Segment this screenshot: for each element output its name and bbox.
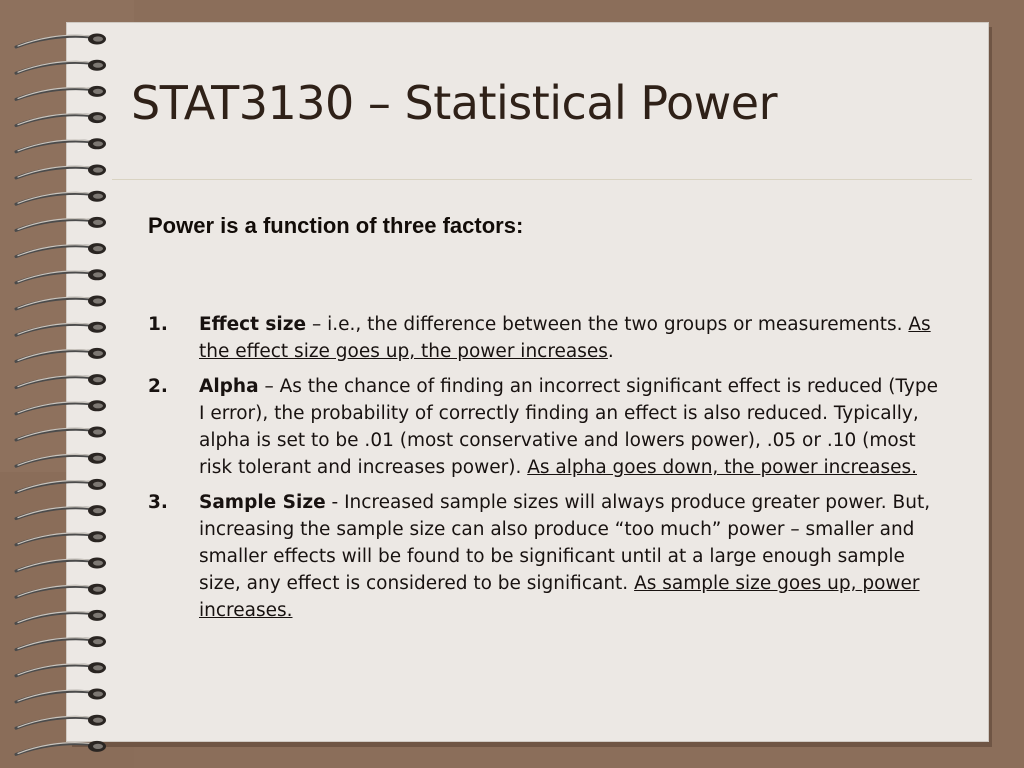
factor-term: Alpha — [199, 376, 259, 397]
binding-ring — [16, 427, 106, 441]
binding-ring — [16, 60, 106, 74]
binding-ring — [16, 400, 106, 414]
title-divider — [112, 179, 972, 180]
binding-ring — [16, 191, 106, 205]
factor-list — [148, 311, 948, 632]
binding-ring — [16, 741, 106, 755]
factor-term: Sample Size — [199, 492, 326, 513]
binding-ring — [16, 217, 106, 231]
slide-subtitle: Power is a function of three factors: — [148, 213, 524, 238]
binding-ring — [16, 322, 106, 336]
factor-text: – i.e., the difference between the two groups or measurements. — [306, 314, 909, 335]
factor-body — [199, 489, 948, 624]
factor-item-alpha — [148, 373, 948, 481]
spiral-binding — [0, 0, 130, 768]
factor-item-effect-size — [148, 311, 948, 365]
binding-ring — [16, 479, 106, 493]
binding-ring — [16, 243, 106, 257]
factor-item-sample-size — [148, 489, 948, 624]
factor-trailing: . — [607, 341, 614, 362]
binding-ring — [16, 348, 106, 362]
factor-body — [199, 311, 948, 365]
binding-ring — [16, 610, 106, 624]
factor-term: Effect size — [199, 314, 307, 335]
binding-ring — [16, 505, 106, 518]
binding-ring — [16, 531, 106, 545]
factor-takeaway: As the effect size goes up, the power increases — [199, 314, 931, 362]
binding-ring — [16, 662, 106, 676]
factor-number: 1. — [148, 314, 168, 335]
binding-ring — [16, 584, 106, 598]
binding-ring — [16, 558, 106, 572]
factor-number: 3. — [148, 492, 168, 513]
factor-body — [199, 373, 948, 481]
factor-text: – As the chance of finding an incorrect significant effect is reduced (Type I error), the probability of correctly finding an effect is also reduced. Typically, alpha is set to be .01 (most conservative and lowers power), .05 or .10 (most risk tolerant and increases power). — [199, 376, 938, 478]
factor-number: 2. — [148, 376, 168, 397]
binding-ring — [16, 165, 106, 179]
binding-ring — [16, 296, 106, 310]
binding-ring — [16, 269, 106, 283]
binding-ring — [16, 138, 106, 152]
binding-ring — [16, 715, 106, 729]
binding-ring — [16, 453, 106, 467]
binding-ring — [16, 112, 106, 126]
factor-takeaway: As sample size goes up, power increases. — [199, 573, 920, 621]
binding-ring — [16, 689, 106, 703]
binding-ring — [16, 34, 106, 48]
factor-text: - Increased sample sizes will always produce greater power. But, increasing the sample size can also produce “too much” power – smaller and smaller effects will be found to be significant until at a large enough sample size, any effect is considered to be significant. — [199, 492, 931, 594]
slide-title: STAT3130 – Statistical Power — [131, 76, 778, 130]
binding-ring — [16, 374, 106, 388]
binding-ring — [16, 86, 106, 100]
binding-ring — [16, 636, 106, 650]
factor-takeaway: As alpha goes down, the power increases. — [527, 457, 917, 478]
